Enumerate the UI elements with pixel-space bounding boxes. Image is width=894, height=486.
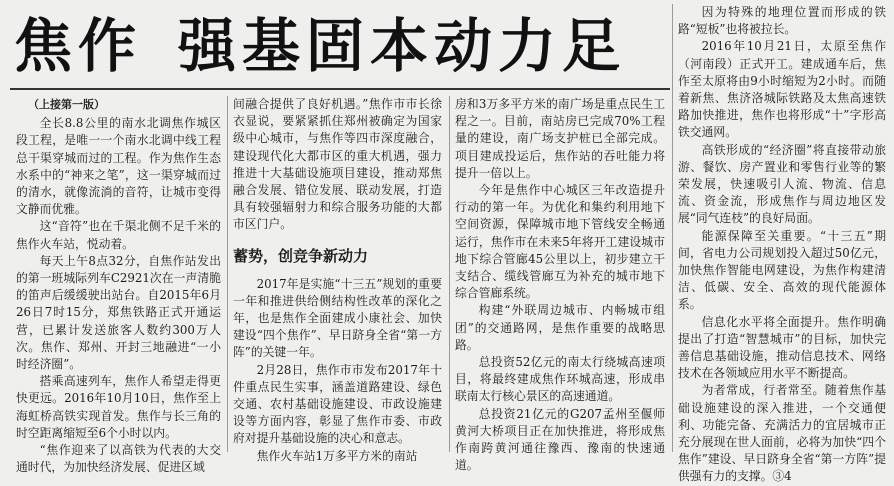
paragraph: 2月28日，焦作市市发布2017年十件重点民生实事，涵盖道路建设、绿色交通、农村基础设施建设、市政设施建设等方面内容，彰显了焦作市委、市政府对提升基础设施的决心和意志。	[233, 362, 442, 446]
paragraph: 能源保障至关重要。“十三五”期间，省电力公司规划投入超过50亿元，加快焦作智能电网建设，为焦作构建清洁、低碳、安全、高效的现代能源体系。	[678, 228, 886, 312]
paragraph: 因为特殊的地理位置而形成的铁路“短板”也将被拉长。	[678, 5, 886, 37]
paragraph: 信息化水平将全面提升。焦作明确提出了打造“智慧城市”的目标，加快完善信息基础设施，推动信息技术、网络技术在各领域应用水平不断提高。	[678, 314, 886, 381]
paragraph: 总投资21亿元的G207孟州至偃师黄河大桥项目正在加快推进，将形成焦作南跨黄河通往豫西、豫南的快速通道。	[455, 406, 665, 473]
paragraph: 2016年10月21日，太原至焦作（河南段）正式开工。建成通车后，焦作至太原将由9小时缩短为2小时。而随着新焦、焦济洛城际铁路及太焦高速铁路加快推进，焦作也将形成“十”字形高铁交通网。	[678, 39, 886, 140]
headline-rule	[10, 88, 670, 90]
article-column-1	[16, 96, 221, 475]
paragraph: 搭乘高速列车，焦作人希望走得更快更远。2016年10月10日，焦作至上海虹桥高铁实现首发。焦作与长三角的时空距离缩短至6个小时以内。	[16, 374, 221, 440]
continued-note: （上接第一版）	[28, 98, 105, 111]
paragraph: 全长8.8公里的南水北调焦作城区段工程，是唯一一个南水北调中线工程总干渠穿城而过的工程。作为焦作生态水系中的“神来之笔”，这一渠穿城而过的清水，就像流淌的音符，让城市变得文静而优雅。	[16, 116, 221, 217]
headline-title: 强基固本动力足	[178, 12, 627, 80]
headline-city: 焦作	[14, 12, 143, 80]
column-divider	[672, 4, 673, 452]
paragraph: 2017年是实施“十三五”规划的重要一年和推进供给侧结构性改革的深化之年，也是焦作全面建成小康社会、加快建设“四个焦作”、早日跻身全省“第一方阵”的关键一年。	[233, 276, 442, 360]
column-divider	[449, 96, 450, 452]
article-column-4	[678, 4, 886, 484]
paragraph: 为者常成，行者常至。随着焦作基础设施建设的深入推进，一个交通便利、功能完备、充满活力的宜居城市正充分展现在世人面前，必将为加快“四个焦作”建设、早日跻身全省“第一方阵”提供强有力的支撑。③4	[678, 383, 886, 484]
section-subhead: 蓄势，创竞争新动力	[233, 246, 369, 265]
paragraph: 高铁形成的“经济圈”将直接带动旅游、餐饮、房产置业和零售行业等的繁荣发展，快速吸引人流、物流、信息流、资金流，形成焦作与周边地区发展“同气连枝”的良好局面。	[678, 142, 886, 226]
paragraph: 这“音符”也在千渠北侧不足千米的焦作火车站，悦动着。	[16, 219, 221, 251]
paragraph: 构建“外联周边城市、内畅城市组团”的交通路网，是焦作重要的战略思路。	[455, 303, 665, 352]
paragraph: 今年是焦作中心城区三年改造提升行动的第一年。为优化和集约利用地下空间资源，保障城市地下管线安全畅通运行，焦作市在未来5年将开工建设城市地下综合管廊45公里以上，初步建立干支结合、缆线管廊互为补充的城市地下综合管廊系统。	[455, 183, 665, 301]
paragraph: 每天上午8点32分，自焦作站发出的第一班城际列车C2921次在一声清脆的笛声后缓缓驶出站台。自2015年6月26日7时15分，郑焦铁路正式开通运营，已累计发送旅客人数约300万人次。焦作、郑州、开封三地融进“一小时经济圈”。	[16, 253, 221, 372]
article-column-2	[233, 96, 442, 463]
article-column-3	[455, 96, 665, 473]
headline	[14, 6, 654, 86]
paragraph: 房和3万多平方米的南广场是重点民生工程之一。目前，南站房已完成70%工程量的建设，南广场支护桩已全部完成。项目建成投运后，焦作站的吞吐能力将提升一倍以上。	[455, 97, 665, 180]
paragraph: 焦作火车站1万多平方米的南站	[256, 448, 418, 463]
column-divider	[227, 96, 228, 452]
paragraph: “焦作迎来了以高铁为代表的大交通时代，为加快经济发展、促进区域	[16, 443, 221, 475]
paragraph: 总投资52亿元的南太行绕城高速项目，将最终建成焦作环城高速，形成串联南太行核心景区的高速通道。	[455, 355, 665, 404]
paragraph: 间融合提供了良好机遇。”焦作市市长徐衣显说，要紧紧抓住郑州被确定为国家级中心城市，与焦作等四市深度融合，建设现代化大都市区的重大机遇，强力推进十大基础设施项目建设，推动郑焦融合发展、错位发展、联动发展，打造具有较强辐射力和综合服务功能的大都市区门户。	[233, 97, 442, 232]
